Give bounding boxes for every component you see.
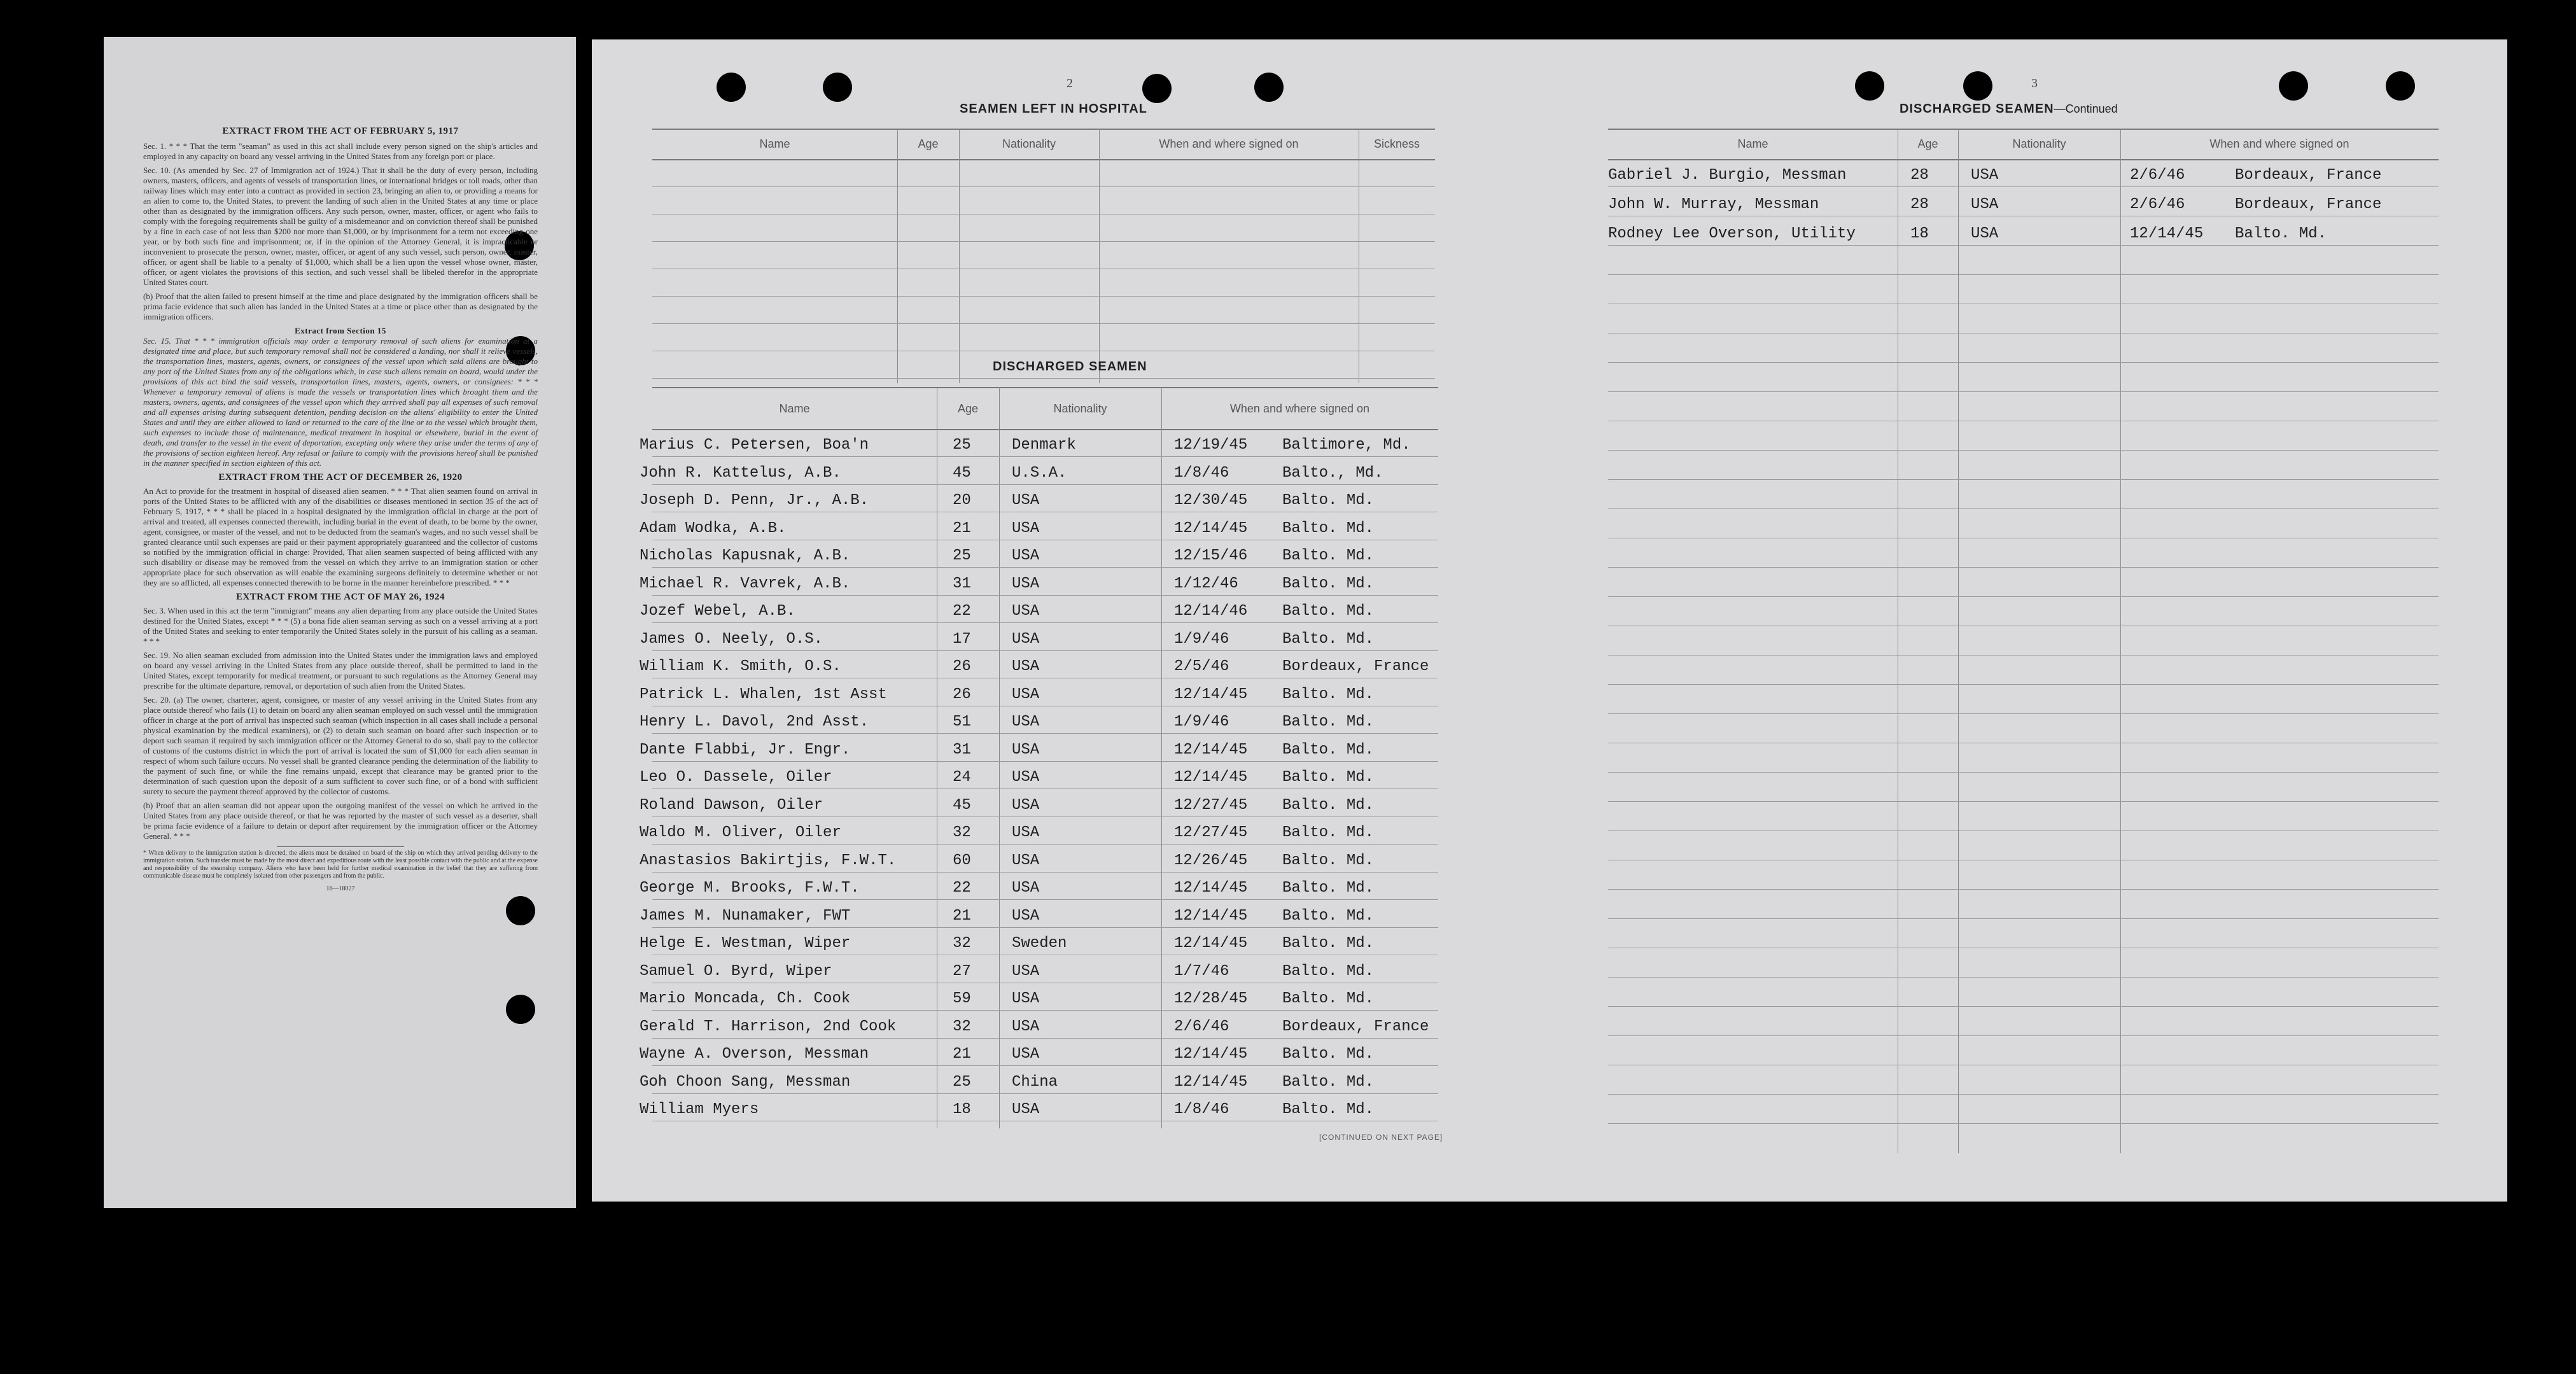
table-row [640, 678, 1438, 706]
column-header: When and where signed on [2209, 137, 2349, 150]
cell-nat: USA [1012, 990, 1040, 1007]
table-row [1608, 305, 2439, 333]
table-row [640, 817, 1438, 845]
cell-nat: Denmark [1012, 437, 1076, 454]
table-row [1608, 510, 2439, 538]
table-row [640, 429, 1438, 457]
cell-date: 12/14/45 [1174, 935, 1248, 952]
page-number: 2 [1067, 76, 1073, 90]
extract-paragraph: Sec. 15. That * * * immigration officials may order a temporary removal of such aliens for examination at a designated time and place, but such temporary removal shall not be considered a landing, nor shall it relieve vessels, the transportation lines, masters, agents, owners, or consignees of the vessel upon which said aliens are brought to any port of the United States from any of the obligations which, in case such aliens remain on board, would under the provisions of this act bind the said vessels, transportation lines, masters, agents, owners, or consignees: * * * Whenever a temporary removal of aliens is made the vessels or transportation lines which brought them and the masters, owners, agents, and consignees of the vessel upon which they arrived shall pay all expenses of such removal and all expenses arising during subsequent detention, pending decision on the aliens' eligibility to enter the United States and until they are either allowed to land or returned to the care of the line or to the vessel which brought them, such expenses to include those of maintenance, medical treatment in hospital or elsewhere, burial in the event of death, and transfer to the vessel in the event of deportation, excepting only where they arise under the terms of any of the provisions of section eighteen hereof. Any refusal or failure to comply with the provisions hereof shall be punished in the manner specified in section eighteen of this act. [143, 336, 538, 468]
cell-nat: USA [1012, 603, 1040, 620]
hospital-row [652, 159, 1435, 187]
cell-place: Balto. Md. [1282, 769, 1375, 786]
cell-place: Balto., Md. [1282, 464, 1383, 482]
cell-age: 25 [953, 437, 971, 454]
cell-name: James M. Nunamaker, FWT [640, 907, 851, 925]
table-row [1608, 774, 2439, 802]
cell-place: Bordeaux, France [2235, 167, 2382, 184]
table-row [1608, 364, 2439, 392]
table-row [1608, 452, 2439, 480]
cell-nat: USA [1012, 547, 1040, 564]
cell-age: 21 [953, 519, 971, 537]
cell-age: 20 [953, 492, 971, 509]
cell-nat: USA [1012, 1046, 1040, 1063]
cell-place: Balto. Md. [1282, 824, 1375, 841]
table-row [640, 872, 1438, 900]
cell-nat: China [1012, 1073, 1058, 1091]
hospital-row [652, 241, 1435, 269]
cell-place: Balto. Md. [1282, 990, 1375, 1007]
table-row [640, 955, 1438, 983]
cell-name: Adam Wodka, A.B. [640, 519, 787, 537]
cell-nat: U.S.A. [1012, 464, 1067, 482]
cell-nat: USA [1012, 519, 1040, 537]
punch-hole [506, 995, 535, 1024]
extract-subtitle: Extract from Section 15 [295, 326, 386, 335]
cell-nat: USA [1012, 713, 1040, 731]
cell-place: Balto. Md. [1282, 547, 1375, 564]
table-row [1608, 1096, 2439, 1124]
table-row [1608, 891, 2439, 919]
table-row [1608, 335, 2439, 363]
table-row [1608, 627, 2439, 655]
table-row [640, 650, 1438, 678]
table-row [1608, 481, 2439, 509]
hospital-table [652, 129, 1435, 383]
punch-hole [823, 73, 852, 102]
column-header: Nationality [2012, 137, 2066, 150]
cell-age: 45 [953, 796, 971, 814]
cell-name: Waldo M. Oliver, Oiler [640, 824, 841, 841]
table-row [1608, 862, 2439, 890]
cell-age: 27 [953, 962, 971, 980]
extract-paragraph: Sec. 3. When used in this act the term "immigrant" means any alien departing from any place outside the United States destined for the United States, except * * * (5) a bona fide alien seaman serving as such on a vessel arriving at a port of the United States and seeking to enter temporarily the United States solely in the pursuit of his calling as a seaman. * * * [143, 606, 538, 646]
table-row [640, 568, 1438, 596]
cell-date: 12/14/45 [1174, 519, 1248, 537]
cell-nat: USA [1012, 630, 1040, 648]
cell-place: Balto. Md. [1282, 685, 1375, 703]
column-header: Name [1737, 137, 1768, 150]
cell-age: 51 [953, 713, 971, 731]
page-number: 3 [2031, 76, 2038, 90]
punch-hole [2279, 71, 2308, 101]
cell-date: 2/6/46 [2130, 196, 2185, 213]
cell-age: 24 [953, 769, 971, 786]
cell-place: Balto. Md. [1282, 492, 1375, 509]
table-header [652, 129, 1435, 160]
cell-nat: USA [1012, 492, 1040, 509]
punch-hole [506, 896, 535, 925]
cell-date: 1/8/46 [1174, 1101, 1229, 1118]
table-row [640, 512, 1438, 540]
cell-date: 12/14/45 [1174, 769, 1248, 786]
cell-name: Roland Dawson, Oiler [640, 796, 823, 814]
cell-date: 1/8/46 [1174, 464, 1229, 482]
cell-place: Balto. Md. [1282, 935, 1375, 952]
cell-date: 2/5/46 [1174, 658, 1229, 675]
hospital-title: SEAMEN LEFT IN HOSPITAL [960, 102, 1147, 116]
cell-age: 59 [953, 990, 971, 1007]
cell-nat: USA [1012, 824, 1040, 841]
cell-name: Gabriel J. Burgio, Messman [1608, 167, 1847, 184]
cell-nat: USA [1971, 225, 1999, 242]
cell-date: 12/14/45 [1174, 685, 1248, 703]
punch-hole [2386, 71, 2415, 101]
column-header: Nationality [1053, 402, 1107, 415]
cell-place: Balto. Md. [1282, 630, 1375, 648]
table-row [1608, 247, 2439, 275]
cell-nat: USA [1012, 1018, 1040, 1035]
cell-date: 12/14/46 [1174, 603, 1248, 620]
cell-nat: USA [1012, 796, 1040, 814]
column-header: When and where signed on [1159, 137, 1299, 150]
cell-place: Balto. Md. [1282, 713, 1375, 731]
table-header [1608, 129, 2439, 160]
extract-paragraph: Sec. 19. No alien seaman excluded from admission into the United States under the immigration laws and employed on board any vessel arriving in the United States from any place outside thereof, shall be permitted to land in the United States, except temporarily for medical treatment, or pursuant to such regulations as the Attorney General may prescribe for the ultimate departure, removal, or deportation of such alien from the United States. [143, 650, 538, 691]
cell-place: Balto. Md. [1282, 741, 1375, 759]
cell-age: 26 [953, 658, 971, 675]
table-row [1608, 979, 2439, 1007]
cell-age: 26 [953, 685, 971, 703]
cell-age: 32 [953, 824, 971, 841]
cell-name: Dante Flabbi, Jr. Engr. [640, 741, 851, 759]
cell-name: George M. Brooks, F.W.T. [640, 880, 860, 897]
print-code: 16—18027 [326, 885, 355, 892]
punch-hole [1963, 71, 1992, 101]
extract-paragraph: Sec. 1. * * * That the term "seaman" as used in this act shall include every person signed on the ship's articles and employed in any capacity on board any vessel arriving in the United States from any foreign port or place. [143, 141, 538, 161]
cell-place: Balto. Md. [1282, 962, 1375, 980]
extract-page [104, 37, 576, 1208]
continued-title-suffix: —Continued [2054, 102, 2118, 115]
table-row [1608, 423, 2439, 451]
table-row [640, 789, 1438, 817]
cell-name: John W. Murray, Messman [1608, 196, 1819, 213]
hospital-row [652, 323, 1435, 351]
column-header: Name [759, 137, 790, 150]
table-row [640, 927, 1438, 955]
cell-name: Samuel O. Byrd, Wiper [640, 962, 832, 980]
table-row [640, 540, 1438, 568]
table-row [1608, 803, 2439, 831]
cell-nat: Sweden [1012, 935, 1067, 952]
column-header: Age [957, 402, 979, 415]
cell-name: William K. Smith, O.S. [640, 658, 841, 675]
cell-nat: USA [1012, 685, 1040, 703]
cell-place: Balto. Md. [1282, 575, 1375, 592]
extract-paragraph: Sec. 20. (a) The owner, charterer, agent, consignee, or master of any vessel arriving in the United States from any place outside thereof who fails (1) to detain on board any alien seaman employed on such vessel until the immigration officer in charge at the port of arrival has inspected such seaman (which inspection in all cases shall include a personal physical examination by the medical examiners), or (2) to detain such seaman on board after such inspection or to deport such seaman if required by such immigration officer or the Attorney General to do so, shall pay to the collector of customs of the customs district in which the port of arrival is located the sum of $1,000 for each alien seaman in respect of whom such failure occurs. No vessel shall be granted clearance pending the determination of the liability to the payment of such fine, or while the fine remains unpaid, except that clearance may be granted prior to the determination of such question upon the deposit of a sum sufficient to cover such fine, or of a bond with sufficient surety to secure the payment thereof approved by the collector of customs. [143, 695, 538, 796]
cell-name: Joseph D. Penn, Jr., A.B. [640, 492, 869, 509]
table-header [652, 387, 1438, 430]
cell-name: Mario Moncada, Ch. Cook [640, 990, 851, 1007]
cell-age: 22 [953, 880, 971, 897]
cell-nat: USA [1012, 769, 1040, 786]
extract-paragraph: (b) Proof that an alien seaman did not appear upon the outgoing manifest of the vessel on which he arrived in the United States from any place outside thereof, or that he was reported by the master of such vessel as a deserter, shall be prima facie evidence of a failure to detain or deport after requirement by the immigration officer or the Attorney General. * * * [143, 801, 538, 841]
extract-title: EXTRACT FROM THE ACT OF DECEMBER 26, 1920 [218, 472, 463, 482]
cell-place: Balto. Md. [1282, 796, 1375, 814]
cell-place: Balto. Md. [2235, 225, 2327, 242]
cell-date: 12/14/45 [2130, 225, 2204, 242]
table-row [640, 1066, 1438, 1094]
hospital-row [652, 269, 1435, 297]
cell-nat: USA [1971, 196, 1999, 213]
cell-age: 17 [953, 630, 971, 648]
table-row [640, 983, 1438, 1011]
cell-place: Baltimore, Md. [1282, 437, 1411, 454]
discharged-table [640, 387, 1438, 1128]
cell-age: 28 [1910, 196, 1929, 213]
table-row [1608, 393, 2439, 421]
cell-date: 1/7/46 [1174, 962, 1229, 980]
column-header: Nationality [1002, 137, 1056, 150]
table-row [1608, 832, 2439, 860]
cell-name: Nicholas Kapusnak, A.B. [640, 547, 851, 564]
cell-name: Jozef Webel, A.B. [640, 603, 795, 620]
cell-place: Balto. Md. [1282, 603, 1375, 620]
cell-name: John R. Kattelus, A.B. [640, 464, 841, 482]
cell-age: 31 [953, 741, 971, 759]
continued-title-text: DISCHARGED SEAMEN [1900, 102, 2054, 116]
table-row [1608, 686, 2439, 714]
punch-hole [717, 73, 746, 102]
cell-age: 32 [953, 1018, 971, 1035]
cell-name: James O. Neely, O.S. [640, 630, 823, 648]
table-row [1608, 218, 2439, 246]
table-row [1608, 1008, 2439, 1036]
table-row [1608, 540, 2439, 568]
cell-place: Balto. Md. [1282, 1046, 1375, 1063]
continued-table [1608, 129, 2439, 1153]
table-row [640, 1093, 1438, 1121]
cell-date: 1/9/46 [1174, 713, 1229, 731]
extract-title: EXTRACT FROM THE ACT OF MAY 26, 1924 [235, 592, 445, 602]
cell-date: 12/15/46 [1174, 547, 1248, 564]
table-row [1608, 569, 2439, 597]
table-row [640, 457, 1438, 485]
cell-age: 25 [953, 547, 971, 564]
cell-age: 28 [1910, 167, 1929, 184]
cell-date: 12/27/45 [1174, 796, 1248, 814]
hospital-row [652, 214, 1435, 242]
table-row [640, 595, 1438, 623]
punch-hole [1142, 74, 1172, 103]
cell-date: 1/12/46 [1174, 575, 1238, 592]
cell-nat: USA [1012, 962, 1040, 980]
table-row [640, 1011, 1438, 1039]
column-header: Age [918, 137, 939, 150]
cell-date: 12/14/45 [1174, 1073, 1248, 1091]
table-row [1608, 745, 2439, 773]
hospital-row [652, 186, 1435, 214]
cell-age: 32 [953, 935, 971, 952]
table-row [1608, 950, 2439, 978]
cell-nat: USA [1012, 880, 1040, 897]
cell-name: Michael R. Vavrek, A.B. [640, 575, 851, 592]
table-row [640, 623, 1438, 651]
cell-place: Balto. Md. [1282, 1073, 1375, 1091]
cell-place: Balto. Md. [1282, 907, 1375, 925]
continued-note: [CONTINUED ON NEXT PAGE] [1319, 1133, 1443, 1142]
cell-nat: USA [1012, 907, 1040, 925]
column-header: Sickness [1373, 137, 1420, 150]
cell-name: Henry L. Davol, 2nd Asst. [640, 713, 869, 731]
table-row [1608, 920, 2439, 948]
cell-place: Bordeaux, France [1282, 1018, 1429, 1035]
cell-age: 45 [953, 464, 971, 482]
cell-age: 21 [953, 1046, 971, 1063]
extract-footnote: * When delivery to the immigration station is directed, the aliens must be detained on board of the ship on which they arrived pending delivery to the immigration station. Such transfer must be made by the most direct and expeditious route with the least possible contact with the public and at the expense and responsibility of the steamship company. Aliens who have been held for further medical examination in the belief that they are suffering from communicable disease must be completely isolated from other passengers and from the public. [143, 850, 538, 880]
cell-date: 12/27/45 [1174, 824, 1248, 841]
column-header: Age [1917, 137, 1938, 150]
cell-place: Balto. Md. [1282, 1101, 1375, 1118]
cell-date: 2/6/46 [1174, 1018, 1229, 1035]
cell-date: 12/14/45 [1174, 741, 1248, 759]
discharged-title: DISCHARGED SEAMEN [993, 360, 1147, 374]
table-row [1608, 1067, 2439, 1095]
cell-nat: USA [1012, 658, 1040, 675]
extract-paragraph: (b) Proof that the alien failed to present himself at the time and place designated by the immigration officers shall be prima facie evidence that such alien has landed in the United States at a time or place other than as designated by the immigration officers. [143, 291, 538, 321]
table-row [640, 734, 1438, 762]
cell-name: Gerald T. Harrison, 2nd Cook [640, 1018, 897, 1035]
cell-date: 2/6/46 [2130, 167, 2185, 184]
cell-name: Helge E. Westman, Wiper [640, 935, 851, 952]
table-row [1608, 715, 2439, 743]
cell-date: 12/28/45 [1174, 990, 1248, 1007]
cell-name: William Myers [640, 1101, 759, 1118]
column-header: When and where signed on [1229, 402, 1370, 415]
cell-date: 12/26/45 [1174, 852, 1248, 869]
cell-nat: USA [1012, 852, 1040, 869]
cell-place: Balto. Md. [1282, 880, 1375, 897]
cell-place: Balto. Md. [1282, 519, 1375, 537]
table-row [1608, 657, 2439, 685]
cell-age: 18 [1910, 225, 1929, 242]
extract-title: EXTRACT FROM THE ACT OF FEBRUARY 5, 1917 [222, 126, 459, 136]
continued-title [1900, 102, 2118, 116]
cell-age: 31 [953, 575, 971, 592]
cell-date: 12/14/45 [1174, 880, 1248, 897]
table-row [640, 761, 1438, 789]
cell-place: Bordeaux, France [1282, 658, 1429, 675]
cell-name: Anastasios Bakirtjis, F.W.T. [640, 852, 897, 869]
table-row [640, 1038, 1438, 1066]
cell-name: Rodney Lee Overson, Utility [1608, 225, 1856, 242]
cell-name: Wayne A. Overson, Messman [640, 1046, 869, 1063]
table-row [1608, 159, 2439, 187]
table-row [1608, 188, 2439, 216]
cell-nat: USA [1012, 575, 1040, 592]
extract-paragraph: An Act to provide for the treatment in hospital of diseased alien seamen. * * * That alien seamen found on arrival in ports of the United States to be afflicted with any of the disabilities or diseases mentioned in section 35 of the act of February 5, 1917, * * * shall be placed in a hospital designated by the immigration official in charge at the port of arrival and treated, all expenses connected therewith, including burial in the event of death, to be borne by the owner, agent, consignee, or master of the vessel, and not to be deducted from the seaman's wages, and no such vessel shall be granted clearance until such expenses are paid or their payment appropriately guaranteed and the collector of customs so notified by the immigration official in charge: Provided, That alien seamen suspected of being afflicted with any such disability or disease may be removed from the vessel on which they arrive to an immigration station or other appropriate place for such observation as will enable the examining surgeons definitely to determine whether or not they are so afflicted, all expenses connected therewith to be borne in the manner hereinbefore prescribed. * * * [143, 486, 538, 587]
cell-date: 12/19/45 [1174, 437, 1248, 454]
cell-age: 60 [953, 852, 971, 869]
extract-text [143, 126, 538, 898]
extract-paragraph: Sec. 10. (As amended by Sec. 27 of Immigration act of 1924.) That it shall be the duty of every person, including owners, masters, officers, and agents of vessels of transportation lines, or international bridges or toll roads, other than railway lines which may enter into a contract as provided in section 23, bringing an alien to, or providing a means for an alien to come to, the United States, to prevent the landing of such alien in the United States at any time or place other than as designated by the immigration officers. Any such person, owner, master, officer, or agent who fails to comply with the foregoing requirements shall be guilty of a misdemeanor and on conviction thereof shall be punished by a fine in each case of not less than $200 nor more than $1,000, or by imprisonment for a term not exceeding one year, or by both such fine and imprisonment; or, if in the opinion of the Attorney General, it is impracticable or inconvenient to prosecute the person, owner, master, officer, or agent of any such vessel, such person, owner, master, officer, or agent shall be liable to a penalty of $1,000, which shall be a lien upon the vessel whose owner, master, officer, or agent violates the provisions of this section, and such vessel shall be libeled therefor in the appropriate United States court. [143, 165, 538, 287]
cell-date: 12/14/45 [1174, 1046, 1248, 1063]
cell-nat: USA [1971, 167, 1999, 184]
column-header: Name [779, 402, 810, 415]
table-row [640, 706, 1438, 734]
cell-nat: USA [1012, 1101, 1040, 1118]
hospital-row [652, 296, 1435, 324]
cell-age: 18 [953, 1101, 971, 1118]
cell-name: Patrick L. Whalen, 1st Asst [640, 685, 887, 703]
cell-date: 1/9/46 [1174, 630, 1229, 648]
table-row [1608, 276, 2439, 304]
table-row [640, 484, 1438, 512]
manifest-spread [592, 39, 2507, 1202]
punch-hole [1855, 71, 1884, 101]
table-row [640, 845, 1438, 873]
cell-name: Marius C. Petersen, Boa'n [640, 437, 869, 454]
table-row [640, 900, 1438, 928]
cell-place: Bordeaux, France [2235, 196, 2382, 213]
cell-name: Goh Choon Sang, Messman [640, 1073, 851, 1091]
punch-hole [1254, 73, 1284, 102]
table-row [1608, 1037, 2439, 1065]
cell-name: Leo O. Dassele, Oiler [640, 769, 832, 786]
cell-age: 22 [953, 603, 971, 620]
cell-age: 21 [953, 907, 971, 925]
cell-place: Balto. Md. [1282, 852, 1375, 869]
cell-date: 12/14/45 [1174, 907, 1248, 925]
table-row [1608, 598, 2439, 626]
cell-age: 25 [953, 1073, 971, 1091]
cell-nat: USA [1012, 741, 1040, 759]
cell-date: 12/30/45 [1174, 492, 1248, 509]
